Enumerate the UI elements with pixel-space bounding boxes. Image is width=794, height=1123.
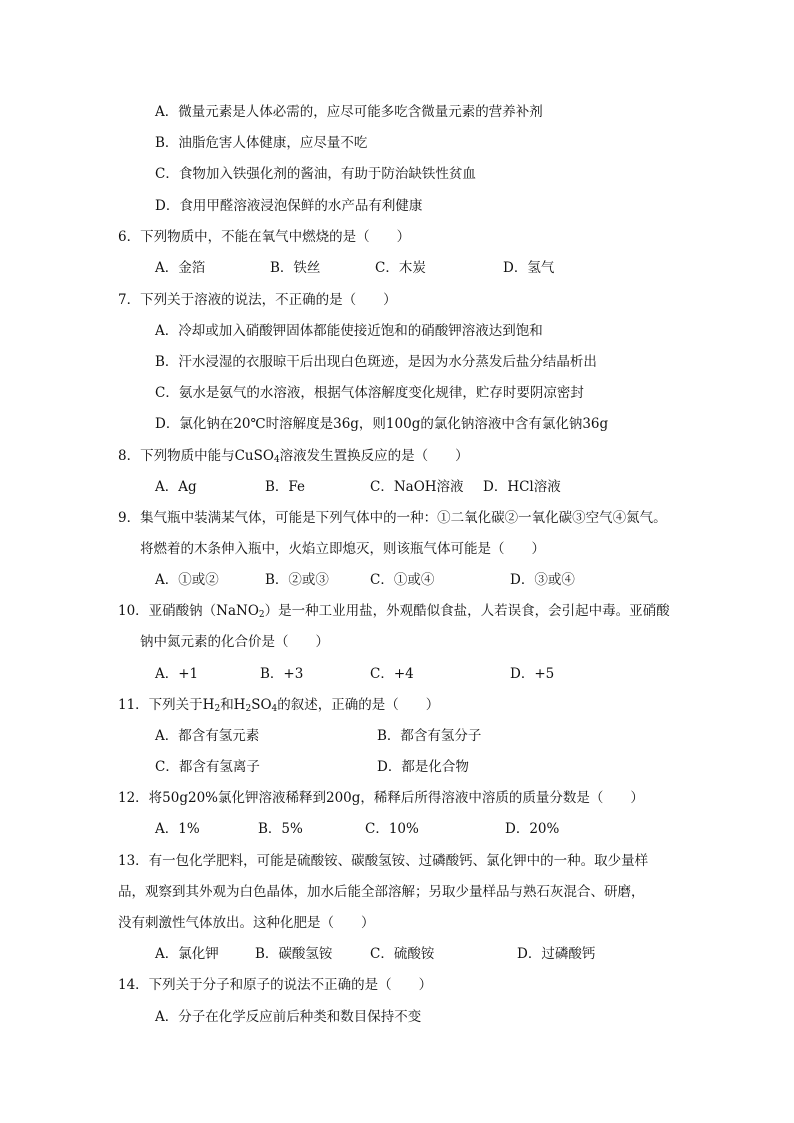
q12-stem: 12．将50g20%氯化钾溶液稀释到200g，稀释后所得溶液中溶质的质量分数是（ ） <box>118 790 644 806</box>
q9-option-b: B．②或③ <box>265 572 329 588</box>
q13-option-d: D．过磷酸钙 <box>517 946 596 962</box>
q8-option-a: A．Ag <box>155 479 197 495</box>
q8-option-c: C．NaOH溶液 <box>370 479 464 495</box>
q9-stem-line1: 9．集气瓶中装满某气体，可能是下列气体中的一种：①二氧化碳②一氧化碳③空气④氮气。 <box>118 510 667 526</box>
q12-option-d: D．20% <box>505 821 560 837</box>
q7-stem: 7．下列关于溶液的说法，不正确的是（ ） <box>118 292 397 308</box>
q10-option-d: D．+5 <box>510 666 555 682</box>
q13-option-a: A．氯化钾 <box>155 946 219 962</box>
q9-option-a: A．①或② <box>155 572 219 588</box>
q6-stem: 6．下列物质中，不能在氧气中燃烧的是（ ） <box>118 229 411 245</box>
q6-option-b: B．铁丝 <box>270 260 321 276</box>
q8-option-d: D．HCl溶液 <box>483 479 561 495</box>
q6-option-d: D．氢气 <box>503 260 555 276</box>
q10-stem-line1: 10．亚硝酸钠（NaNO$_2$）是一种工业用盐，外观酷似食盐，人若误食，会引起中毒。亚硝酸 <box>118 603 670 620</box>
q9-option-d: D．③或④ <box>510 572 575 588</box>
q6-option-c: C．木炭 <box>375 260 426 276</box>
q11-stem: 11．下列关于$H_2$和$H_2SO_4$的叙述，正确的是（ ） <box>118 697 440 714</box>
q12-option-b: B．5% <box>258 821 303 837</box>
q13-stem-line2: 品，观察到其外观为白色晶体，加水后能全部溶解；另取少量样品与熟石灰混合、研磨， <box>118 884 645 900</box>
q11-option-d: D．都是化合物 <box>377 759 469 775</box>
q7-option-c: C．氨水是氨气的水溶液，根据气体溶解度变化规律，贮存时要阴凉密封 <box>155 385 584 401</box>
q13-options <box>155 946 715 962</box>
q7-option-b: B．汗水浸湿的衣服晾干后出现白色斑迹，是因为水分蒸发后盐分结晶析出 <box>155 354 597 370</box>
q6-option-a: A．金箔 <box>155 260 206 276</box>
q5-option-c: C．食物加入铁强化剂的酱油，有助于防治缺铁性贫血 <box>155 166 476 182</box>
q11-options-row2 <box>155 759 715 775</box>
q11-option-c: C．都含有氢离子 <box>155 759 260 775</box>
q13-option-b: B．碳酸氢铵 <box>255 946 333 962</box>
q7-option-d: D．氯化钠在20℃时溶解度是36g，则100g的氯化钠溶液中含有氯化钠36g <box>155 416 609 432</box>
q13-stem-line1: 13．有一包化学肥料，可能是硫酸铵、碳酸氢铵、过磷酸钙、氯化钾中的一种。取少量样 <box>118 853 649 869</box>
q12-option-a: A．1% <box>155 821 200 837</box>
q10-options <box>155 666 715 682</box>
q10-option-c: C．+4 <box>370 666 414 682</box>
q11-option-b: B．都含有氢分子 <box>377 728 482 744</box>
q13-option-c: C．硫酸铵 <box>370 946 435 962</box>
q14-stem: 14．下列关于分子和原子的说法不正确的是（ ） <box>118 977 433 993</box>
q8-stem: 8．下列物质中能与CuSO$_4$溶液发生置换反应的是（ ） <box>118 448 469 465</box>
q5-option-b: B．油脂危害人体健康，应尽量不吃 <box>155 135 368 151</box>
q11-option-a: A．都含有氢元素 <box>155 728 260 744</box>
q5-option-d: D．食用甲醛溶液浸泡保鲜的水产品有利健康 <box>155 198 423 214</box>
q8-options <box>155 479 715 495</box>
q12-option-c: C．10% <box>365 821 419 837</box>
q6-options <box>155 260 715 276</box>
q14-option-a: A．分子在化学反应前后种类和数目保持不变 <box>155 1009 422 1025</box>
q10-stem-line2: 钠中氮元素的化合价是（ ） <box>140 634 329 650</box>
q12-options <box>155 821 715 837</box>
q9-option-c: C．①或④ <box>370 572 435 588</box>
q9-options <box>155 572 715 588</box>
q7-option-a: A．冷却或加入硝酸钾固体都能使接近饱和的硝酸钾溶液达到饱和 <box>155 323 543 339</box>
q13-stem-line3: 没有刺激性气体放出。这种化肥是（ ） <box>118 915 375 931</box>
q5-option-a: A．微量元素是人体必需的，应尽可能多吃含微量元素的营养补剂 <box>155 104 543 120</box>
q10-option-a: A．+1 <box>155 666 199 682</box>
q11-options-row1 <box>155 728 715 744</box>
q9-stem-line2: 将燃着的木条伸入瓶中，火焰立即熄灭，则该瓶气体可能是（ ） <box>140 541 545 557</box>
q10-option-b: B．+3 <box>260 666 304 682</box>
q8-option-b: B．Fe <box>265 479 306 495</box>
